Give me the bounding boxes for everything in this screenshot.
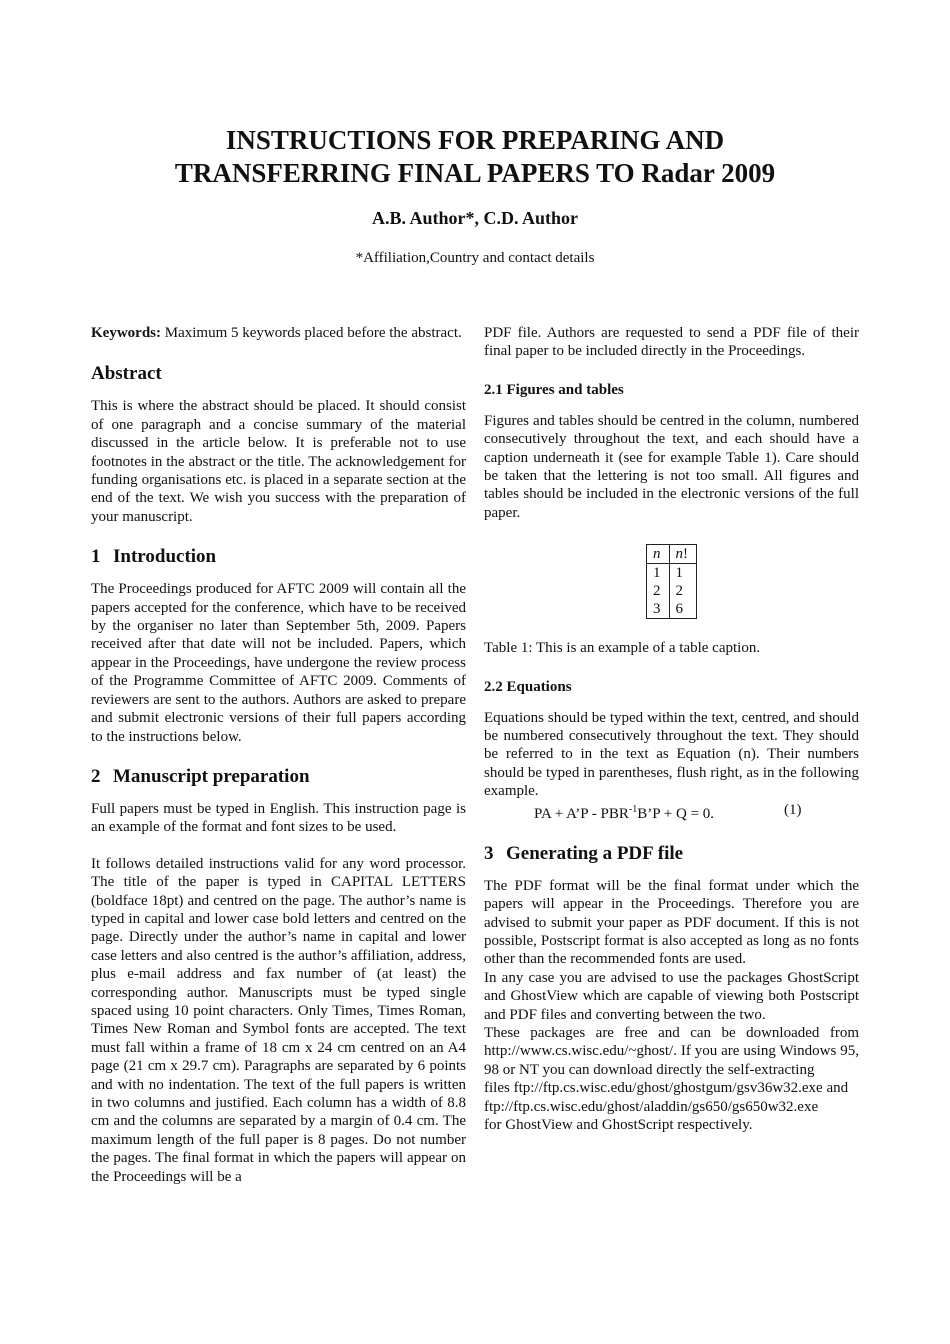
table-row: [647, 564, 697, 583]
section-1-number: 1: [91, 546, 101, 568]
section-2-number: 2: [91, 765, 101, 787]
section-2-para-1: Full papers must be typed in English. This instruction page is an example of the format and font sizes to be used.: [91, 800, 466, 836]
section-3-number: 3: [484, 842, 494, 864]
abstract-text: This is where the abstract should be placed. It should consist of one paragraph and a concise summary of the material discussed in the article below. It is preferable not to use footnotes in the abstract or the title. The acknowledgement for funding organisations etc. is placed in a separate section at the end of the text. We wish you success with the preparation of your manuscript.: [91, 398, 466, 525]
subsection-2-1-text: Figures and tables should be centred in the column, numbered consecutively throughout the text, and each should have a caption underneath it (see for example Table 1). Care should be taken that the lettering is not too small. All figures and tables should be included in the electronic versions of the full paper.: [484, 412, 859, 521]
keywords-text: Maximum 5 keywords placed before the abstract.: [164, 325, 462, 341]
section-1-title: Introduction: [113, 546, 217, 568]
title-line-1: INSTRUCTIONS FOR PREPARING AND: [225, 125, 725, 155]
section-2-para-2: It follows detailed instructions valid for any word processor. The title of the paper is typed in CAPITAL LETTERS (boldface 18pt) and centred on the page. The author’s name is typed in capital and lower case bold letters and centred on the page. Directly under the author’s name in capital and lower case letters and also centred is the author’s affiliation, address, plus e-mail address and fax number of (at least) the corresponding author. Manuscripts must be typed single spaced using 10 point characters. Only Times, Times Roman, Times New Roman and Symbol fonts are accepted. The text must fall within a frame of 18 cm x 24 cm centred on an A4 page (21 cm x 29.7 cm). Paragraphs are separated by 6 points and with no indentation. The text of the full papers is written in two columns and justified. Each column has a width of 8.8 cm and the columns are separated by a margin of 0.4 cm. The maximum length of the full paper is 8 pages. Do not number the pages. The final format in which the papers will appear on the Proceedings will be a: [91, 855, 466, 1185]
subsection-2-2-heading: 2.2 Equations: [484, 678, 572, 695]
subsection-2-2-text: Equations should be typed within the text, centred, and should be numbered consecutively throughout the text. They should be referred to in the text as Equation (n). Their numbers should be typed in parentheses, flush right, as in the following example.: [484, 709, 859, 800]
left-column: [91, 324, 466, 1186]
title-line-2: TRANSFERRING FINAL PAPERS TO Radar 2009: [174, 158, 776, 188]
section-1-heading: [91, 546, 466, 568]
section-3-para-5: ftp://ftp.cs.wisc.edu/ghost/aladdin/gs650/gs650w32.exe: [484, 1098, 819, 1115]
table-1-caption: Table 1: This is an example of a table caption.: [484, 640, 761, 657]
paper-title: [0, 124, 950, 190]
equation-part-a: PA + A’P - PBR: [534, 805, 629, 822]
table-1: [646, 544, 697, 619]
table-header-n: n: [675, 546, 683, 563]
section-2-heading: [91, 766, 466, 788]
section-3-title: Generating a PDF file: [506, 842, 684, 864]
section-3-heading: [484, 843, 859, 865]
section-3-para-1: The PDF format will be the final format under which the papers will appear in the Proceedings. Therefore you are advised to submit your paper as PDF document. If this is not possible, Postscript format is also accepted as long as no fonts other than the recommended fonts are used.: [484, 877, 859, 968]
section-3-para-2: In any case you are advised to use the packages GhostScript and GhostView which are capable of viewing both Postscript and PDF files and converting between the two.: [484, 969, 859, 1023]
abstract-heading: Abstract: [91, 363, 162, 385]
section-3-para-4: files ftp://ftp.cs.wisc.edu/ghost/ghostgum/gsv36w32.exe and: [484, 1080, 849, 1097]
equation-expression: [534, 801, 784, 823]
affiliation: *Affiliation,Country and contact details: [355, 250, 595, 266]
table-cell: 1: [647, 564, 670, 583]
table-cell: 2: [647, 582, 670, 600]
table-cell: 2: [669, 582, 697, 600]
equation-number: (1): [784, 801, 802, 818]
section-3-para-6: for GhostView and GhostScript respectively.: [484, 1116, 753, 1133]
table-cell: 3: [647, 600, 670, 619]
table-cell: 1: [669, 564, 697, 583]
equation-superscript: -1: [628, 803, 638, 815]
table-row: [647, 582, 697, 600]
table-header-cell: n!: [669, 545, 697, 564]
table-header-cell: n: [647, 545, 670, 564]
section-1-text: The Proceedings produced for AFTC 2009 will contain all the papers accepted for the conference, which have to be received by the organiser no later than September 5th, 2009. Papers received after that date will not be included. Papers, which appear in the Proceedings, have undergone the review process of the Programme Committee of AFTC 2009. Comments of reviewers are sent to the authors. Authors are asked to prepare and submit electronic versions of their full papers according to the instructions below.: [91, 581, 466, 745]
subsection-2-1-heading: 2.1 Figures and tables: [484, 381, 624, 398]
section-3-para-3: These packages are free and can be downloaded from http://www.cs.wisc.edu/~ghost/. If you are using Windows 95, 98 or NT you can download directly the self-extracting: [484, 1024, 859, 1078]
equation-part-b: B’P + Q = 0.: [637, 805, 715, 822]
equation-1: [484, 801, 859, 823]
table-row: [647, 600, 697, 619]
section-2-title: Manuscript preparation: [113, 765, 310, 787]
right-column: [484, 324, 859, 1134]
keywords-label: Keywords:: [91, 325, 161, 341]
keywords: [91, 324, 466, 342]
author-list: A.B. Author*, C.D. Author: [371, 208, 579, 228]
section-2-para-2-continued: PDF file. Authors are requested to send a PDF file of their final paper to be included directly in the Proceedings.: [484, 325, 859, 360]
table-header-row: [647, 545, 697, 564]
table-cell: 6: [669, 600, 697, 619]
